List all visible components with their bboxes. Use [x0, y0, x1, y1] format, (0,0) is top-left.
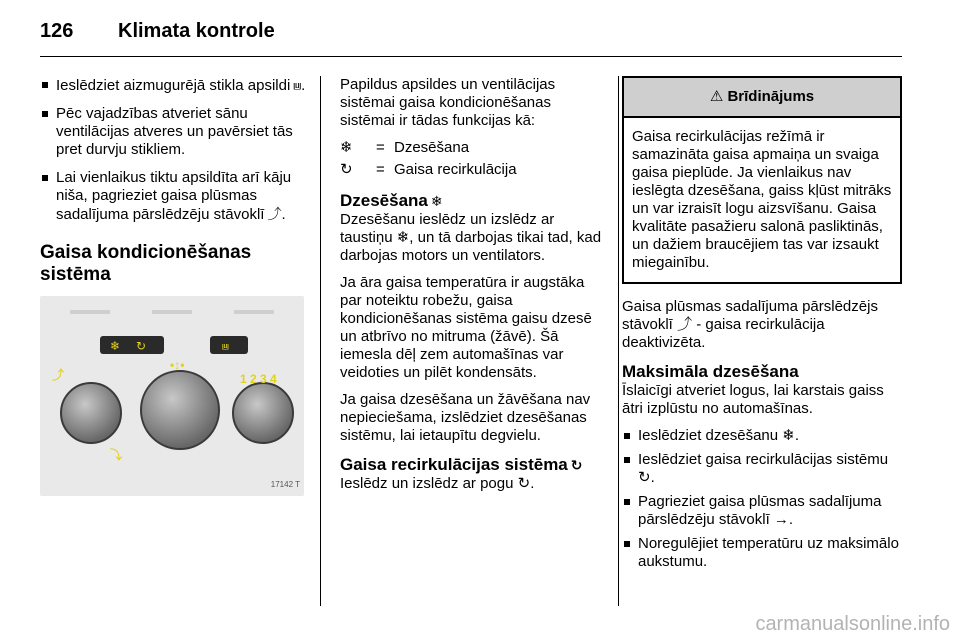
cooling-icon: ❄: [396, 229, 410, 246]
section-heading: Maksimāla dzesēšana: [622, 362, 799, 381]
fan-speed-numbers: 1 2 3 4: [240, 372, 277, 386]
header-rule: [40, 56, 902, 57]
column-divider-2: [618, 76, 619, 606]
page-header: [40, 18, 902, 58]
recirculation-icon: ↻: [340, 161, 353, 178]
temperature-knob: [140, 370, 220, 450]
column-divider-1: [320, 76, 321, 606]
recirculation-icon: ↻: [638, 469, 651, 486]
cooling-icon: ❄: [430, 193, 443, 209]
warning-header: ⚠ Brīdinājums: [624, 78, 900, 118]
function-row: ↻ = Gaisa recirkulācija: [340, 161, 517, 178]
paragraph: Īslaicīgi atveriet logus, lai karstais gaiss ātri izplūstu no automašīnas.: [622, 382, 884, 417]
paragraph: Gaisa plūsmas sadalījuma pārslēdzējs stāvoklī ⤴ - gaisa recirkulācija deaktivizēta.: [622, 298, 878, 351]
footwell-windscreen-icon: ⤴: [267, 206, 282, 222]
function-row: ❄ = Dzesēšana: [340, 139, 470, 156]
paragraph: Ja āra gaisa temperatūra ir augstāka par noteiktu robežu, gaisa kondicionēšanas sistēma gaisu dzesē un atbrīvo no mitruma (žāvē). Šā iemesla dēļ zem automašīnas var veidoties un pilēt kondensāts.: [340, 274, 592, 381]
windscreen-icon: ⤴: [677, 316, 693, 333]
paragraph: Ieslēdz un izslēdz ar pogu ↻.: [340, 475, 535, 492]
list-item: Pagrieziet gaisa plūsmas sadalījuma pārslēdzēju stāvoklī →.: [622, 493, 902, 529]
air-direction-icon: ⤵: [110, 448, 123, 462]
ac-recirc-button-bar: [100, 336, 164, 354]
temperature-mark-icon: •↕•: [170, 358, 185, 372]
vent-slot: [234, 310, 274, 314]
paragraph: Papildus apsildes un ventilācijas sistēmai gaisa kondicionēšanas sistēmai ir tādas funkcijas kā:: [340, 76, 556, 129]
air-distribution-knob: [60, 382, 122, 444]
section-heading: Dzesēšana ❄: [340, 191, 443, 210]
watermark: carmanualsonline.info: [755, 613, 950, 635]
section-heading: Gaisa kondicionēšanas sistēma: [40, 242, 252, 285]
figure-number: 17142 T: [270, 480, 300, 489]
cooling-icon: ❄: [340, 139, 353, 156]
column-2: [340, 76, 604, 502]
fan-speed-knob: [232, 382, 294, 444]
recirculation-icon: ↻: [570, 457, 583, 473]
column-1: [40, 76, 306, 496]
chapter-title: Klimata kontrole: [118, 20, 275, 42]
face-vent-icon: →: [773, 511, 789, 528]
section-heading: Gaisa recirkulācijas sistēma ↻: [340, 455, 583, 474]
list-item: Ieslēdziet dzesēšanu ❄.: [622, 427, 902, 445]
rear-heater-button: [210, 336, 248, 354]
warning-box: [622, 76, 902, 284]
rear-window-heater-icon: ⩏: [293, 77, 302, 93]
climate-control-panel-illustration: [40, 296, 304, 496]
cooling-icon: ❄: [782, 427, 795, 444]
ac-icon: ❄: [110, 339, 121, 353]
column-3: [622, 76, 902, 581]
warning-text: Gaisa recirkulācijas režīmā ir samazināta gaisa apmaiņa un svaiga gaisa pieplūde. Ja vienlaikus nav ieslēgta dzesēšana, gaiss kļūst mitrāks un var izraisīt logu aizsvīšanu. Gaisa kvalitāte pasažieru salonā pasliktinās, un dažiem braucējiem tas var izsaukt miegainību.: [632, 128, 892, 271]
vent-slot: [152, 310, 192, 314]
air-direction-icon: ⤴: [52, 368, 65, 382]
rear-window-heater-icon: ⩏: [222, 339, 229, 353]
page-number: 126: [40, 20, 74, 42]
warning-icon: ⚠: [709, 88, 724, 105]
recirculation-icon: ↻: [517, 475, 531, 492]
list-item: Ieslēdziet gaisa recirkulācijas sistēmu ↻.: [622, 451, 902, 487]
vent-slot: [70, 310, 110, 314]
paragraph: Ja gaisa dzesēšana un žāvēšana nav nepieciešama, izslēdziet dzesēšanas sistēmu, lai ietaupītu degvielu.: [340, 391, 591, 444]
list-item: Ieslēdziet aizmugurējā stikla apsildi ⩏.: [40, 76, 306, 95]
list-item: Lai vienlaikus tiktu apsildīta arī kāju niša, pagrieziet gaisa plūsmas sadalījuma pārslēdzēju stāvoklī ⤴.: [40, 169, 306, 224]
paragraph: Dzesēšanu ieslēdz un izslēdz ar taustiņu ❄, un tā darbojas tikai tad, kad darbojas motors un ventilators.: [340, 211, 602, 264]
list-item: Noregulējiet temperatūru uz maksimālo aukstumu.: [622, 535, 902, 571]
recirculation-icon: ↻: [136, 339, 147, 353]
list-item: Pēc vajadzības atveriet sānu ventilācijas atveres un pavērsiet tās pret durvju stikliem.: [40, 105, 306, 159]
